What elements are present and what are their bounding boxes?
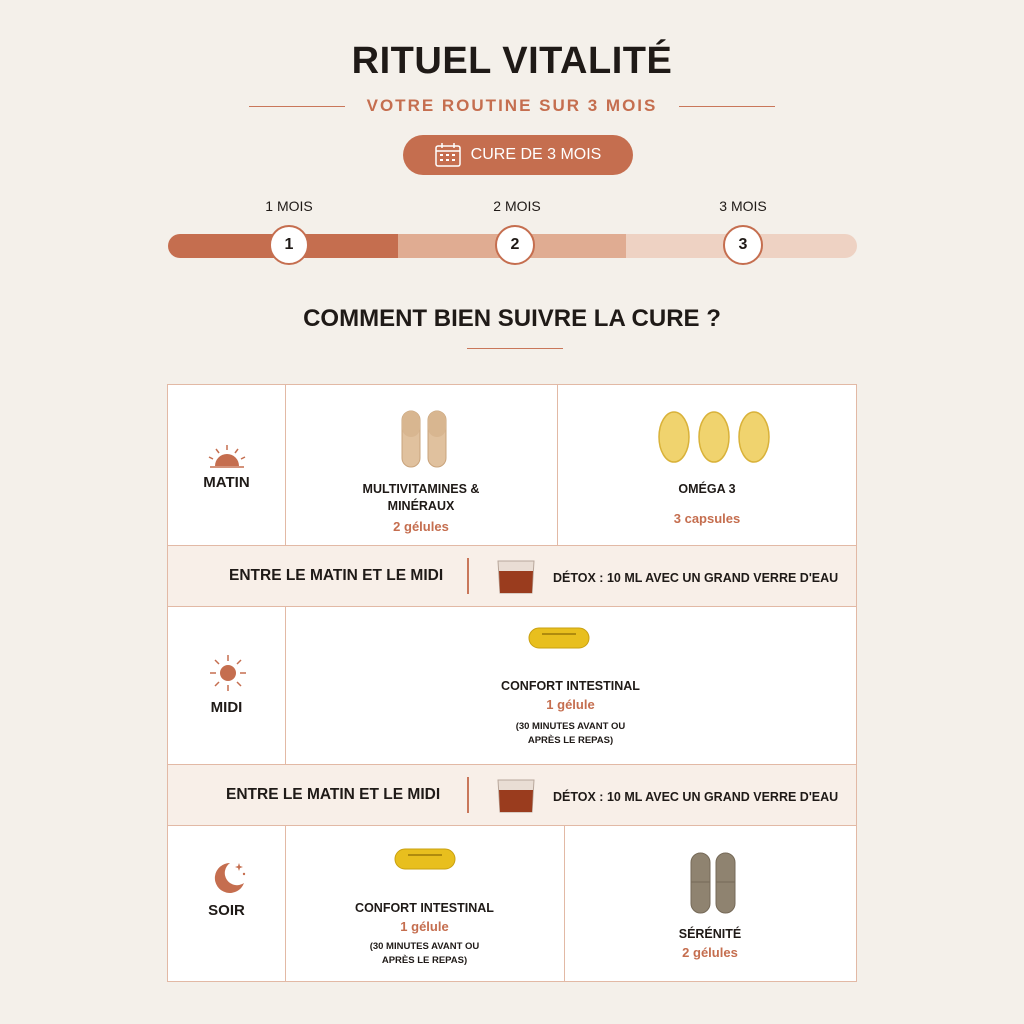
sunrise-icon: [206, 443, 248, 469]
band-divider: [467, 777, 469, 813]
product-name: [285, 481, 557, 515]
timeline-step: 3: [723, 225, 763, 265]
product-name: CONFORT INTESTINAL: [355, 901, 494, 915]
yellow-capsule-icon: [394, 848, 456, 870]
schedule-row-midi: [168, 607, 856, 765]
section-title: COMMENT BIEN SUIVRE LA CURE ?: [303, 305, 721, 332]
schedule-table: [167, 384, 857, 982]
page-subtitle: VOTRE ROUTINE SUR 3 MOIS: [366, 96, 658, 115]
product-name-line: MINÉRAUX: [387, 499, 455, 513]
month-label: 1 MOIS: [265, 198, 313, 214]
product-dose: 3 capsules: [673, 511, 741, 526]
calendar-icon: [435, 143, 461, 167]
band-text: DÉTOX : 10 ML AVEC UN GRAND VERRE D'EAU: [553, 790, 839, 804]
schedule-band: [168, 765, 856, 826]
product-note: [285, 720, 856, 748]
product-dose: 2 gélules: [393, 519, 449, 534]
timeline-step: 2: [495, 225, 535, 265]
product-name: OMÉGA 3: [678, 482, 736, 496]
month-label: 3 MOIS: [719, 198, 767, 214]
subtitle-row: [0, 96, 1024, 116]
product-name: SÉRÉNITÉ: [678, 927, 742, 941]
band-label: ENTRE LE MATIN ET LE MIDI: [229, 567, 444, 584]
detox-glass-icon: [496, 778, 536, 814]
detox-glass-icon: [496, 559, 536, 595]
schedule-band: [168, 546, 856, 607]
product-name-line: MULTIVITAMINES &: [362, 482, 480, 496]
band-text: DÉTOX : 10 ML AVEC UN GRAND VERRE D'EAU: [553, 571, 839, 585]
divider: [679, 106, 775, 107]
duration-badge: [403, 135, 633, 175]
product-note-line: (30 MINUTES AVANT OU: [369, 941, 480, 952]
page-title: RITUEL VITALITÉ: [351, 40, 673, 82]
month-label: 2 MOIS: [493, 198, 541, 214]
product-dose: 1 gélule: [546, 697, 595, 712]
yellow-capsule-icon: [528, 627, 590, 649]
product-note-line: (30 MINUTES AVANT OU: [515, 721, 626, 732]
schedule-row-soir: [168, 826, 856, 981]
time-label: MATIN: [203, 474, 250, 491]
product-note: [285, 940, 564, 968]
product-note-line: APRÈS LE REPAS): [381, 955, 468, 966]
timeline-step: 1: [269, 225, 309, 265]
band-divider: [467, 558, 469, 594]
divider: [467, 348, 563, 349]
sun-icon: [209, 654, 247, 692]
duration-label: CURE DE 3 MOIS: [470, 146, 602, 163]
time-label: SOIR: [208, 902, 245, 919]
product-dose: 2 gélules: [682, 945, 738, 960]
moon-icon: [212, 860, 248, 894]
capsule-icon: [400, 410, 450, 468]
softgel-icon: [658, 411, 770, 463]
product-dose: 1 gélule: [400, 919, 449, 934]
time-label: MIDI: [210, 699, 243, 716]
product-name: CONFORT INTESTINAL: [501, 679, 640, 693]
divider: [249, 106, 345, 107]
product-note-line: APRÈS LE REPAS): [527, 735, 614, 746]
band-label: ENTRE LE MATIN ET LE MIDI: [226, 786, 441, 803]
schedule-row-matin: [168, 385, 856, 546]
herbal-capsule-icon: [689, 852, 739, 914]
